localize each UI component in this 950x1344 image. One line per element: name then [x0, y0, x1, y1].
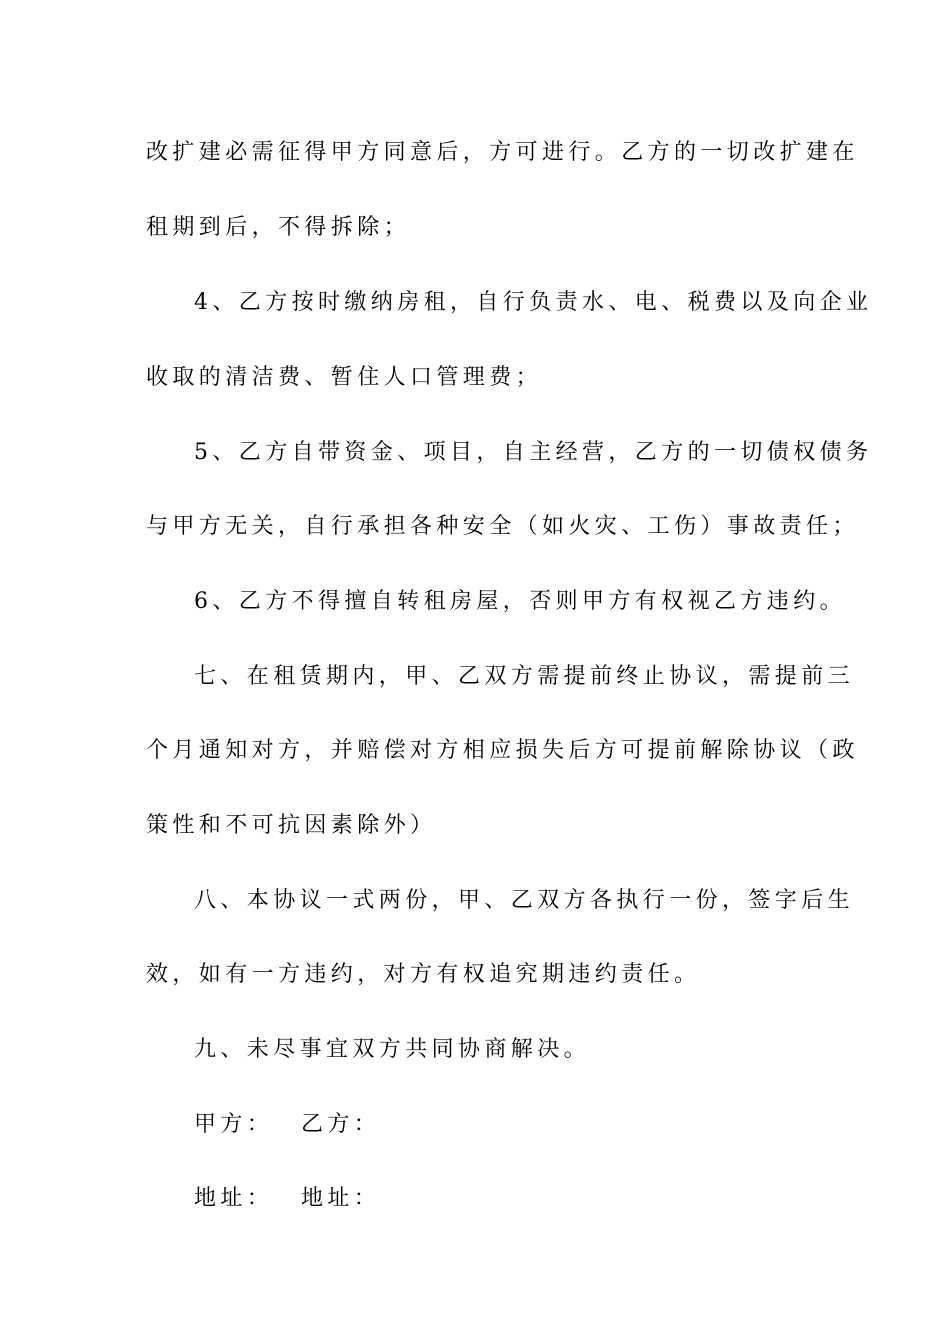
party-a-address-label: 地址：: [194, 1186, 274, 1211]
paragraph-line: 5、乙方自带资金、项目，自主经营，乙方的一切债权债务: [194, 440, 873, 465]
party-b-label: 乙方：: [301, 1112, 381, 1137]
paragraph-line: 4、乙方按时缴纳房租，自行负责水、电、税费以及向企业: [194, 290, 873, 315]
paragraph-line: 改扩建必需征得甲方同意后，方可进行。乙方的一切改扩建在: [146, 140, 859, 165]
paragraph-line: 策性和不可抗因素除外）: [146, 813, 437, 838]
paragraph-line: 八、本协议一式两份，甲、乙双方各执行一份，签字后生: [194, 888, 855, 913]
paragraph-line: 收取的清洁费、暂住人口管理费；: [146, 365, 543, 390]
paragraph-line: 租期到后，不得拆除；: [146, 215, 411, 240]
paragraph-line: 6、乙方不得擅自转租房屋，否则甲方有权视乙方违约。: [194, 589, 846, 614]
paragraph-line: 个月通知对方，并赔偿对方相应损失后方可提前解除协议（政: [146, 738, 859, 763]
paragraph-line: 九、未尽事宜双方共同协商解决。: [194, 1037, 591, 1062]
paragraph-line: 七、在租赁期内，甲、乙双方需提前终止协议，需提前三: [194, 664, 855, 689]
paragraph-line: 与甲方无关，自行承担各种安全（如火灾、工伤）事故责任；: [146, 514, 859, 539]
party-b-address-label: 地址：: [301, 1186, 381, 1211]
paragraph-line: 效，如有一方违约，对方有权追究期违约责任。: [146, 962, 701, 987]
party-a-label: 甲方：: [194, 1112, 274, 1137]
